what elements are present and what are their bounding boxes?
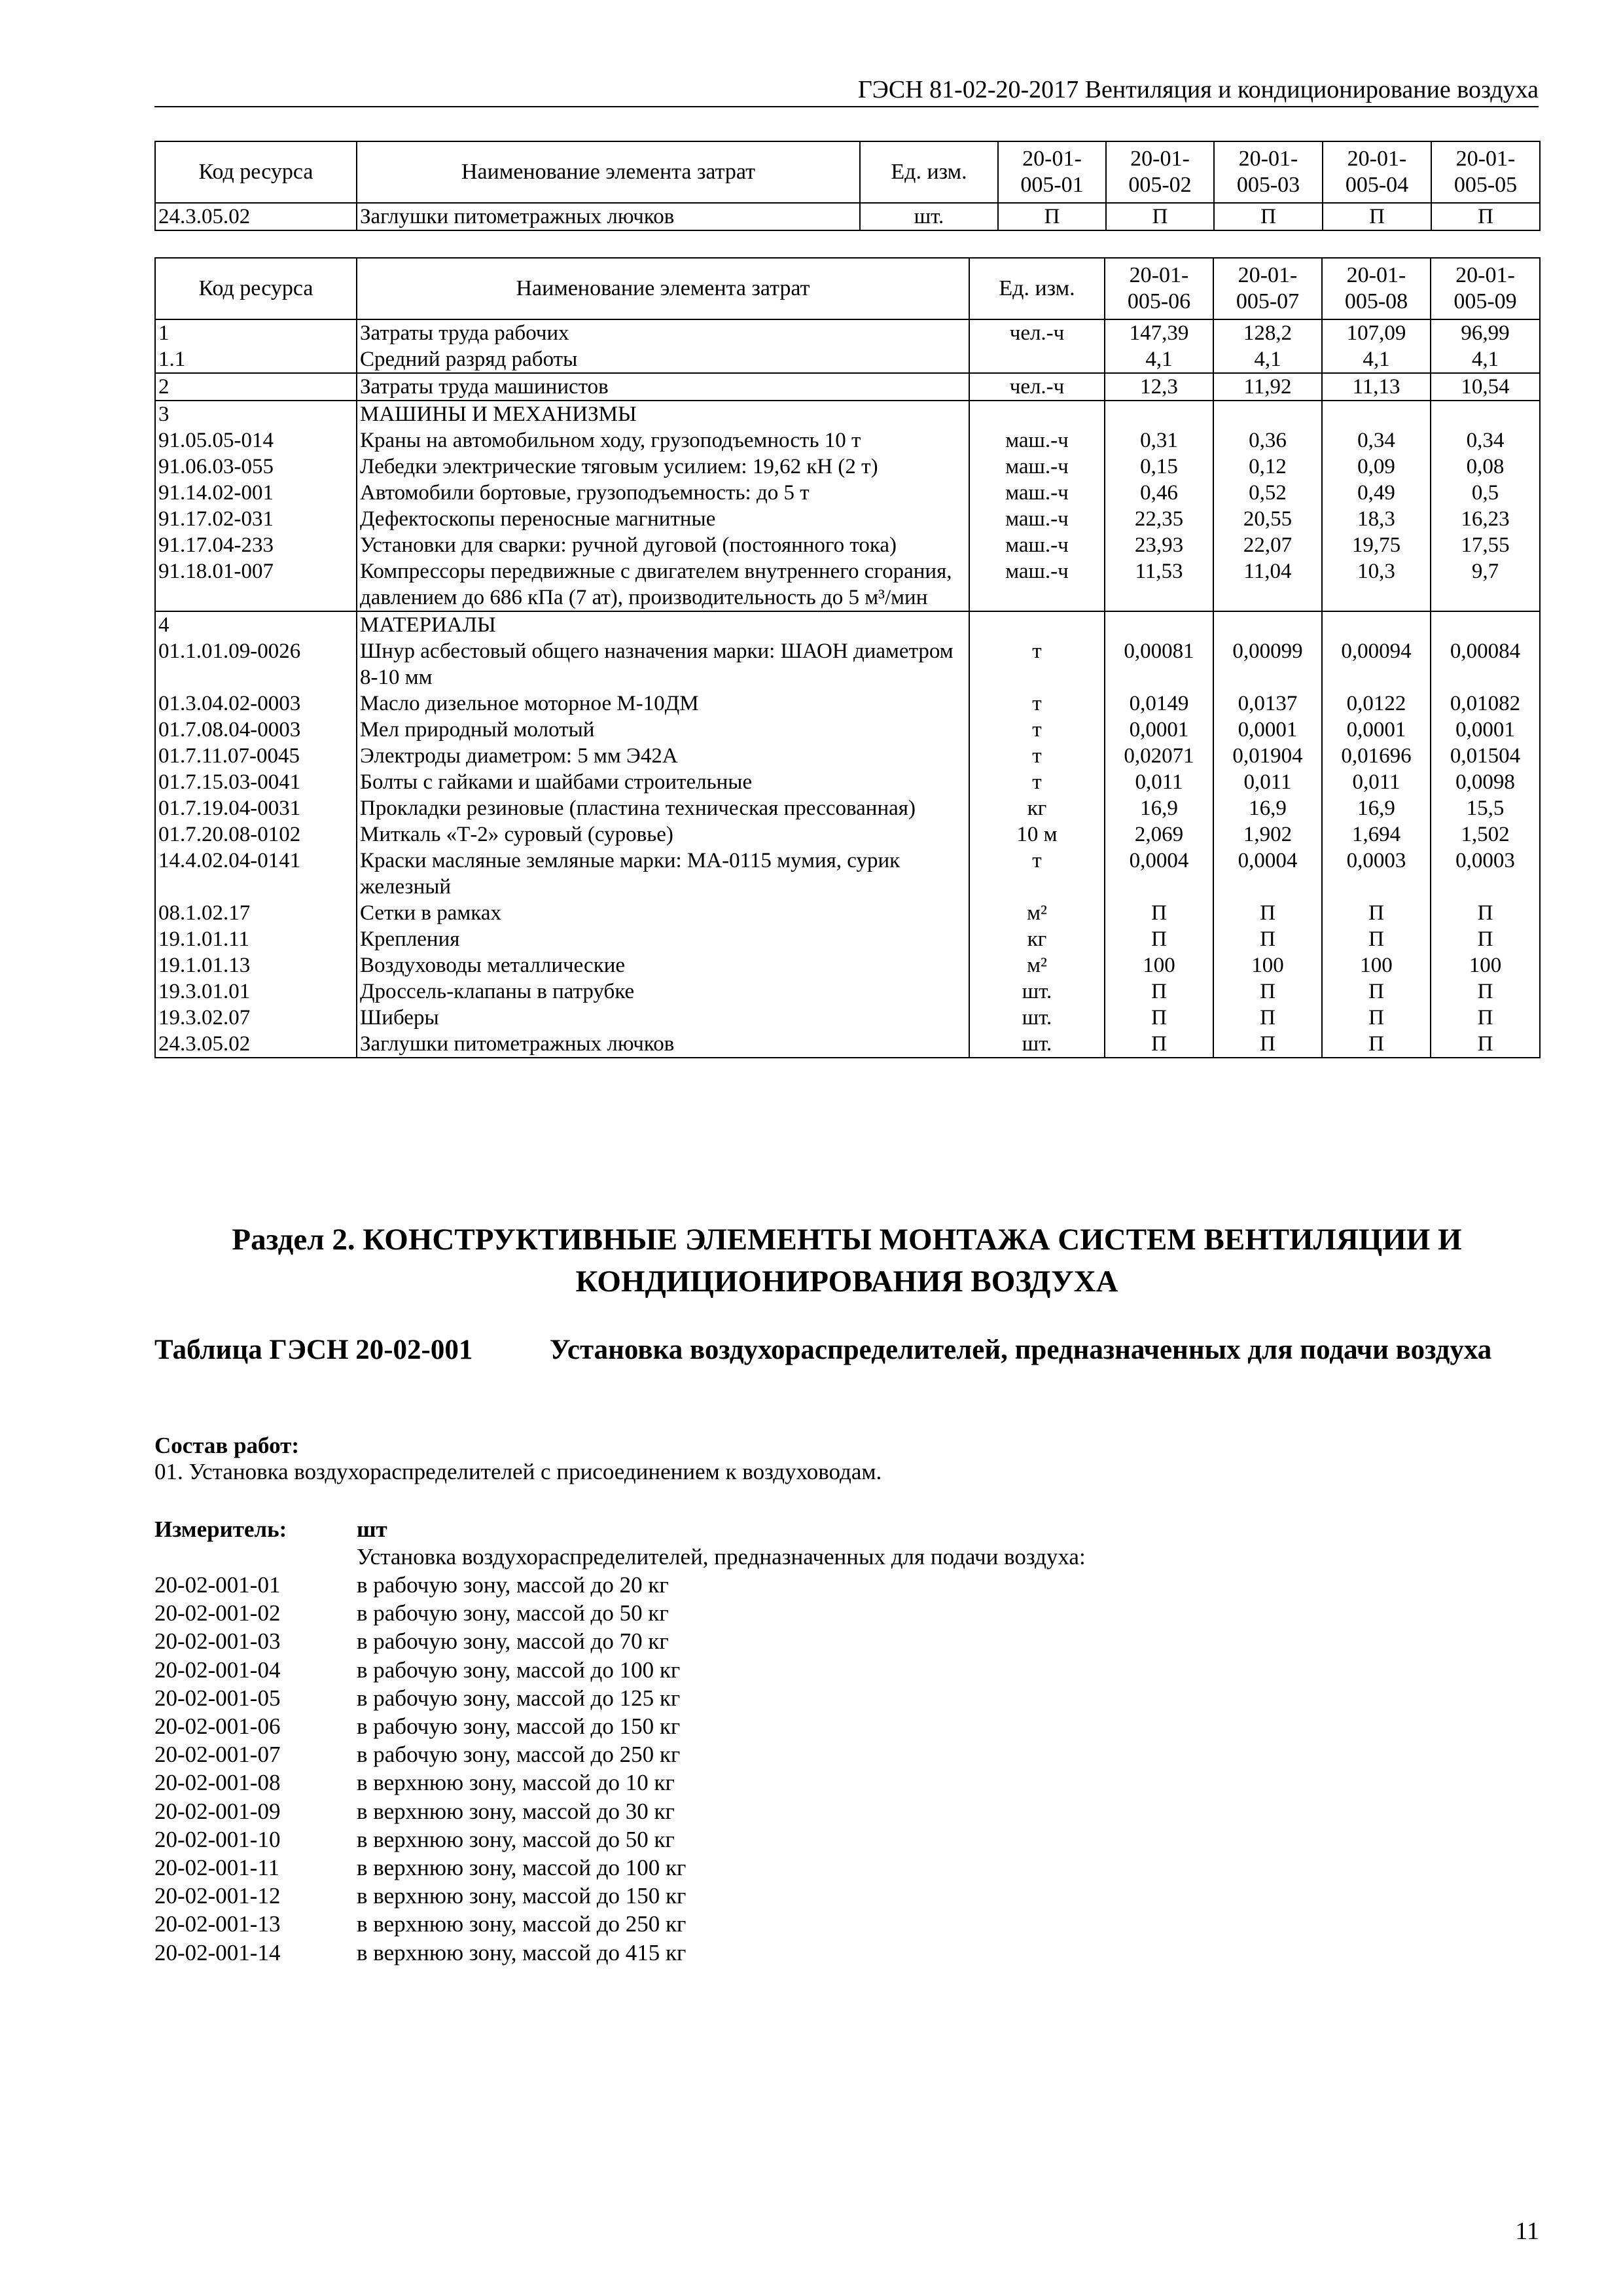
norm-code: 20-02-001-08 [154, 1770, 281, 1796]
table-row [155, 743, 1540, 769]
norm-code: 20-02-001-04 [154, 1657, 281, 1683]
resource-value [1431, 611, 1540, 638]
resource-code: 01.7.11.07-0045 [155, 743, 357, 769]
resource-value: П [1431, 926, 1540, 952]
resource-unit: маш.-ч [969, 427, 1105, 454]
resource-value: 100 [1431, 952, 1540, 978]
meter-description: Установка воздухораспределителей, предназначенных для подачи воздуха: [357, 1544, 1086, 1570]
resource-unit [969, 401, 1105, 427]
table-row [155, 427, 1540, 454]
norm-description: в рабочую зону, массой до 250 кг [357, 1742, 681, 1768]
resource-code: 91.17.04-233 [155, 532, 357, 558]
table-row [155, 691, 1540, 717]
resource-unit: м² [969, 952, 1105, 978]
resource-unit: чел.-ч [969, 373, 1105, 401]
table-row [155, 978, 1540, 1005]
resource-name: Шиберы [357, 1005, 969, 1031]
resource-value: 0,0137 [1213, 691, 1322, 717]
table-row [155, 454, 1540, 480]
table-row [155, 717, 1540, 743]
resource-value: 11,04 [1213, 558, 1322, 611]
resource-value: П [1431, 900, 1540, 926]
resource-value: 0,0001 [1213, 717, 1322, 743]
norm-list [154, 1571, 1332, 1967]
page-number: 11 [1515, 2217, 1539, 2245]
resource-value: 11,92 [1213, 373, 1322, 401]
header-col: 20-01- 005-09 [1431, 258, 1540, 319]
resource-unit: 10 м [969, 821, 1105, 848]
norm-row [154, 1684, 1332, 1712]
norm-code: 20-02-001-01 [154, 1572, 281, 1598]
norm-description: в рабочую зону, массой до 20 кг [357, 1572, 669, 1598]
norm-row [154, 1882, 1332, 1910]
table-row [155, 203, 1540, 230]
norm-row [154, 1627, 1332, 1655]
resource-value: 0,0149 [1105, 691, 1213, 717]
resource-name: МАТЕРИАЛЫ [357, 611, 969, 638]
resource-code: 91.06.03-055 [155, 454, 357, 480]
resource-code: 19.3.01.01 [155, 978, 357, 1005]
gesn-table-id: Таблица ГЭСН 20-02-001 [154, 1335, 473, 1365]
table-row [155, 373, 1540, 401]
resource-unit: т [969, 717, 1105, 743]
header-col: 20-01- 005-02 [1106, 141, 1214, 203]
resource-code: 01.3.04.02-0003 [155, 691, 357, 717]
resource-value: 0,0122 [1322, 691, 1431, 717]
table-row [155, 1005, 1540, 1031]
norm-code: 20-02-001-02 [154, 1600, 281, 1626]
table-row [155, 319, 1540, 346]
resource-value: 0,31 [1105, 427, 1213, 454]
norm-description: в верхнюю зону, массой до 100 кг [357, 1855, 687, 1881]
resource-unit: т [969, 743, 1105, 769]
header-unit: Ед. изм. [969, 258, 1105, 319]
resource-code: 24.3.05.02 [155, 203, 357, 230]
norm-code: 20-02-001-03 [154, 1628, 281, 1655]
resource-code: 24.3.05.02 [155, 1031, 357, 1058]
resource-value: П [1213, 978, 1322, 1005]
norm-code: 20-02-001-07 [154, 1742, 281, 1768]
resource-value: 0,34 [1431, 427, 1540, 454]
resource-code: 19.1.01.11 [155, 926, 357, 952]
resource-value: П [998, 203, 1106, 230]
resource-value: П [1323, 203, 1431, 230]
resource-value [1431, 401, 1540, 427]
resource-value: П [1106, 203, 1214, 230]
resource-value: 0,01082 [1431, 691, 1540, 717]
resource-code: 01.7.19.04-0031 [155, 795, 357, 821]
norm-description: в рабочую зону, массой до 125 кг [357, 1685, 681, 1711]
resource-name: Сетки в рамках [357, 900, 969, 926]
norm-row [154, 1712, 1332, 1740]
resource-name: Лебедки электрические тяговым усилием: 19,62 кН (2 т) [357, 454, 969, 480]
resource-value: 0,15 [1105, 454, 1213, 480]
resource-code: 19.1.01.13 [155, 952, 357, 978]
norm-description: в рабочую зону, массой до 50 кг [357, 1600, 669, 1626]
resource-code: 01.7.20.08-0102 [155, 821, 357, 848]
resource-value: 0,0098 [1431, 769, 1540, 795]
works-heading: Состав работ: [154, 1433, 299, 1458]
table-header-row [155, 258, 1540, 319]
resource-unit: маш.-ч [969, 480, 1105, 506]
resource-name: Автомобили бортовые, грузоподъемность: до 5 т [357, 480, 969, 506]
resource-unit: чел.-ч [969, 319, 1105, 346]
resource-value: 100 [1105, 952, 1213, 978]
resource-value: П [1322, 978, 1431, 1005]
table-row [155, 769, 1540, 795]
resource-name: Краски масляные земляные марки: МА-0115 мумия, сурик железный [357, 848, 969, 900]
header-col: 20-01- 005-03 [1214, 141, 1323, 203]
resource-name: Краны на автомобильном ходу, грузоподъемность 10 т [357, 427, 969, 454]
resource-value: 4,1 [1431, 346, 1540, 373]
table-row [155, 1031, 1540, 1058]
resource-value: П [1322, 926, 1431, 952]
resource-value: 23,93 [1105, 532, 1213, 558]
resource-value: П [1105, 926, 1213, 952]
resource-table-1 [154, 141, 1541, 231]
table-row [155, 532, 1540, 558]
resource-value: 1,502 [1431, 821, 1540, 848]
table-row [155, 795, 1540, 821]
resource-value: П [1213, 1031, 1322, 1058]
resource-name: Шнур асбестовый общего назначения марки: ШАОН диаметром 8-10 мм [357, 638, 969, 691]
resource-value: П [1105, 900, 1213, 926]
resource-value: П [1214, 203, 1323, 230]
header-code: Код ресурса [155, 258, 357, 319]
resource-value: 0,01504 [1431, 743, 1540, 769]
resource-code: 1 [155, 319, 357, 346]
resource-unit: т [969, 769, 1105, 795]
resource-value: 0,09 [1322, 454, 1431, 480]
resource-value: 4,1 [1105, 346, 1213, 373]
resource-name: Болты с гайками и шайбами строительные [357, 769, 969, 795]
resource-value: 0,01696 [1322, 743, 1431, 769]
gesn-table-caption: Установка воздухораспределителей, предназначенных для подачи воздуха [550, 1335, 1492, 1365]
header-col: 20-01- 005-06 [1105, 258, 1213, 319]
resource-name: МАШИНЫ И МЕХАНИЗМЫ [357, 401, 969, 427]
table-row [155, 401, 1540, 427]
resource-value [1105, 401, 1213, 427]
resource-value: 9,7 [1431, 558, 1540, 611]
resource-unit: шт. [969, 1005, 1105, 1031]
resource-name: Дефектоскопы переносные магнитные [357, 506, 969, 532]
table-row [155, 346, 1540, 373]
resource-value: 96,99 [1431, 319, 1540, 346]
header-col: 20-01- 005-07 [1213, 258, 1322, 319]
resource-code: 91.17.02-031 [155, 506, 357, 532]
resource-unit: т [969, 638, 1105, 691]
norm-row [154, 1854, 1332, 1882]
table-row [155, 638, 1540, 691]
resource-value [1213, 401, 1322, 427]
norm-code: 20-02-001-10 [154, 1826, 281, 1852]
norm-description: в верхнюю зону, массой до 10 кг [357, 1770, 675, 1796]
resource-value: П [1322, 900, 1431, 926]
resource-value: 100 [1213, 952, 1322, 978]
norm-row [154, 1797, 1332, 1825]
resource-value: 10,3 [1322, 558, 1431, 611]
resource-value: 19,75 [1322, 532, 1431, 558]
resource-value: 0,011 [1213, 769, 1322, 795]
resource-value: 15,5 [1431, 795, 1540, 821]
resource-code: 08.1.02.17 [155, 900, 357, 926]
resource-value: 2,069 [1105, 821, 1213, 848]
resource-unit: маш.-ч [969, 532, 1105, 558]
resource-value: 0,46 [1105, 480, 1213, 506]
resource-name: Масло дизельное моторное М-10ДМ [357, 691, 969, 717]
header-name: Наименование элемента затрат [357, 141, 860, 203]
resource-code: 14.4.02.04-0141 [155, 848, 357, 900]
resource-value: 0,011 [1105, 769, 1213, 795]
resource-code: 91.05.05-014 [155, 427, 357, 454]
works-item: 01. Установка воздухораспределителей с присоединением к воздуховодам. [154, 1459, 882, 1484]
resource-unit: маш.-ч [969, 558, 1105, 611]
resource-unit: маш.-ч [969, 454, 1105, 480]
resource-value: П [1105, 1005, 1213, 1031]
norm-row [154, 1599, 1332, 1627]
resource-value: П [1322, 1005, 1431, 1031]
resource-value: 0,49 [1322, 480, 1431, 506]
resource-table-2 [154, 257, 1541, 1058]
resource-value: 0,0003 [1431, 848, 1540, 900]
resource-value: П [1213, 900, 1322, 926]
resource-value: 0,00084 [1431, 638, 1540, 691]
resource-value: 0,00081 [1105, 638, 1213, 691]
table-row [155, 611, 1540, 638]
norm-row [154, 1656, 1332, 1684]
table-row [155, 900, 1540, 926]
resource-name: Дроссель-клапаны в патрубке [357, 978, 969, 1005]
resource-unit [969, 346, 1105, 373]
resource-value [1322, 611, 1431, 638]
resource-value: 22,07 [1213, 532, 1322, 558]
resource-value: 20,55 [1213, 506, 1322, 532]
meter-unit: шт [357, 1516, 387, 1542]
resource-unit: т [969, 691, 1105, 717]
resource-value: П [1213, 1005, 1322, 1031]
norm-description: в рабочую зону, массой до 100 кг [357, 1657, 681, 1683]
norm-code: 20-02-001-09 [154, 1798, 281, 1824]
resource-value: 0,0001 [1431, 717, 1540, 743]
resource-name: Затраты труда машинистов [357, 373, 969, 401]
resource-value: 0,01904 [1213, 743, 1322, 769]
norm-code: 20-02-001-11 [154, 1855, 280, 1881]
norm-code: 20-02-001-05 [154, 1685, 281, 1711]
resource-value: 16,9 [1105, 795, 1213, 821]
resource-unit: маш.-ч [969, 506, 1105, 532]
table-row [155, 952, 1540, 978]
resource-value: 0,0004 [1105, 848, 1213, 900]
resource-value: П [1431, 1005, 1540, 1031]
table-row [155, 506, 1540, 532]
resource-value: 0,011 [1322, 769, 1431, 795]
resource-unit [969, 611, 1105, 638]
table-row [155, 558, 1540, 611]
resource-unit: шт. [969, 978, 1105, 1005]
resource-value: 1,902 [1213, 821, 1322, 848]
resource-value: 128,2 [1213, 319, 1322, 346]
norm-description: в верхнюю зону, массой до 30 кг [357, 1798, 675, 1824]
resource-value: 11,13 [1322, 373, 1431, 401]
norm-row [154, 1740, 1332, 1768]
resource-name: Заглушки питометражных лючков [357, 203, 860, 230]
norm-row [154, 1910, 1332, 1938]
resource-value: 11,53 [1105, 558, 1213, 611]
norm-code: 20-02-001-14 [154, 1939, 281, 1965]
resource-value: П [1105, 978, 1213, 1005]
resource-value: 4,1 [1322, 346, 1431, 373]
resource-value: 0,02071 [1105, 743, 1213, 769]
resource-name: Установки для сварки: ручной дуговой (постоянного тока) [357, 532, 969, 558]
resource-value: 16,9 [1213, 795, 1322, 821]
header-name: Наименование элемента затрат [357, 258, 969, 319]
resource-unit: т [969, 848, 1105, 900]
resource-code: 2 [155, 373, 357, 401]
resource-value: 0,34 [1322, 427, 1431, 454]
resource-code: 91.14.02-001 [155, 480, 357, 506]
resource-name: Электроды диаметром: 5 мм Э42А [357, 743, 969, 769]
resource-value: 0,52 [1213, 480, 1322, 506]
norm-description: в верхнюю зону, массой до 150 кг [357, 1883, 687, 1909]
resource-value: 0,36 [1213, 427, 1322, 454]
norm-code: 20-02-001-12 [154, 1883, 281, 1909]
resource-value: 0,0001 [1322, 717, 1431, 743]
resource-value: 107,09 [1322, 319, 1431, 346]
resource-value: 0,00099 [1213, 638, 1322, 691]
norm-row [154, 1825, 1332, 1854]
resource-value: 0,12 [1213, 454, 1322, 480]
resource-value: 0,0004 [1213, 848, 1322, 900]
resource-code: 4 [155, 611, 357, 638]
header-col: 20-01- 005-08 [1322, 258, 1431, 319]
resource-value [1105, 611, 1213, 638]
resource-unit: м² [969, 900, 1105, 926]
resource-name: Воздуховоды металлические [357, 952, 969, 978]
resource-name: Крепления [357, 926, 969, 952]
section-title: Раздел 2. КОНСТРУКТИВНЫЕ ЭЛЕМЕНТЫ МОНТАЖА СИСТЕМ ВЕНТИЛЯЦИИ И КОНДИЦИОНИРОВАНИЯ ВОЗДУХА [232, 1223, 1462, 1299]
resource-value: 22,35 [1105, 506, 1213, 532]
resource-value: 0,00094 [1322, 638, 1431, 691]
resource-value: П [1105, 1031, 1213, 1058]
resource-value [1213, 611, 1322, 638]
norm-row [154, 1571, 1332, 1599]
running-header: ГЭСН 81-02-20-2017 Вентиляция и кондиционирование воздуха [154, 75, 1539, 107]
table-row [155, 848, 1540, 900]
resource-value: 0,0001 [1105, 717, 1213, 743]
norm-row [154, 1939, 1332, 1967]
resource-unit: шт. [860, 203, 998, 230]
resource-name: Миткаль «Т-2» суровый (суровье) [357, 821, 969, 848]
norm-description: в рабочую зону, массой до 150 кг [357, 1713, 681, 1740]
norm-description: в верхнюю зону, массой до 415 кг [357, 1939, 687, 1965]
resource-code: 01.7.08.04-0003 [155, 717, 357, 743]
resource-value: 0,5 [1431, 480, 1540, 506]
resource-value: 18,3 [1322, 506, 1431, 532]
resource-value: 4,1 [1213, 346, 1322, 373]
resource-code: 3 [155, 401, 357, 427]
resource-name: Заглушки питометражных лючков [357, 1031, 969, 1058]
resource-value: 0,0003 [1322, 848, 1431, 900]
table-row [155, 480, 1540, 506]
resource-name: Компрессоры передвижные с двигателем внутреннего сгорания, давлением до 686 кПа (7 ат), производительность до 5 м³/мин [357, 558, 969, 611]
resource-value: П [1431, 978, 1540, 1005]
norm-row [154, 1768, 1332, 1797]
resource-code: 01.1.01.09-0026 [155, 638, 357, 691]
resource-code: 91.18.01-007 [155, 558, 357, 611]
header-col: 20-01- 005-04 [1323, 141, 1431, 203]
resource-code: 19.3.02.07 [155, 1005, 357, 1031]
resource-name: Мел природный молотый [357, 717, 969, 743]
resource-value: 16,23 [1431, 506, 1540, 532]
resource-unit: кг [969, 926, 1105, 952]
resource-name: Средний разряд работы [357, 346, 969, 373]
table-row [155, 821, 1540, 848]
resource-value: П [1322, 1031, 1431, 1058]
resource-value: 10,54 [1431, 373, 1540, 401]
resource-value: 12,3 [1105, 373, 1213, 401]
meter-label: Измеритель: [154, 1516, 287, 1542]
norm-code: 20-02-001-13 [154, 1911, 281, 1937]
resource-unit: кг [969, 795, 1105, 821]
table-header-row [155, 141, 1540, 203]
resource-unit: шт. [969, 1031, 1105, 1058]
resource-value: 16,9 [1322, 795, 1431, 821]
header-code: Код ресурса [155, 141, 357, 203]
norm-description: в рабочую зону, массой до 70 кг [357, 1628, 669, 1655]
resource-value [1322, 401, 1431, 427]
header-col: 20-01- 005-05 [1431, 141, 1540, 203]
norm-description: в верхнюю зону, массой до 50 кг [357, 1826, 675, 1852]
resource-value: 0,08 [1431, 454, 1540, 480]
resource-value: 17,55 [1431, 532, 1540, 558]
resource-value: П [1431, 1031, 1540, 1058]
norm-description: в верхнюю зону, массой до 250 кг [357, 1911, 687, 1937]
resource-value: 147,39 [1105, 319, 1213, 346]
header-unit: Ед. изм. [860, 141, 998, 203]
resource-name: Затраты труда рабочих [357, 319, 969, 346]
resource-value: 1,694 [1322, 821, 1431, 848]
table-row [155, 926, 1540, 952]
resource-value: П [1431, 203, 1540, 230]
resource-value: 100 [1322, 952, 1431, 978]
header-col: 20-01- 005-01 [998, 141, 1106, 203]
resource-name: Прокладки резиновые (пластина техническая прессованная) [357, 795, 969, 821]
resource-code: 01.7.15.03-0041 [155, 769, 357, 795]
resource-code: 1.1 [155, 346, 357, 373]
resource-value: П [1213, 926, 1322, 952]
norm-code: 20-02-001-06 [154, 1713, 281, 1740]
